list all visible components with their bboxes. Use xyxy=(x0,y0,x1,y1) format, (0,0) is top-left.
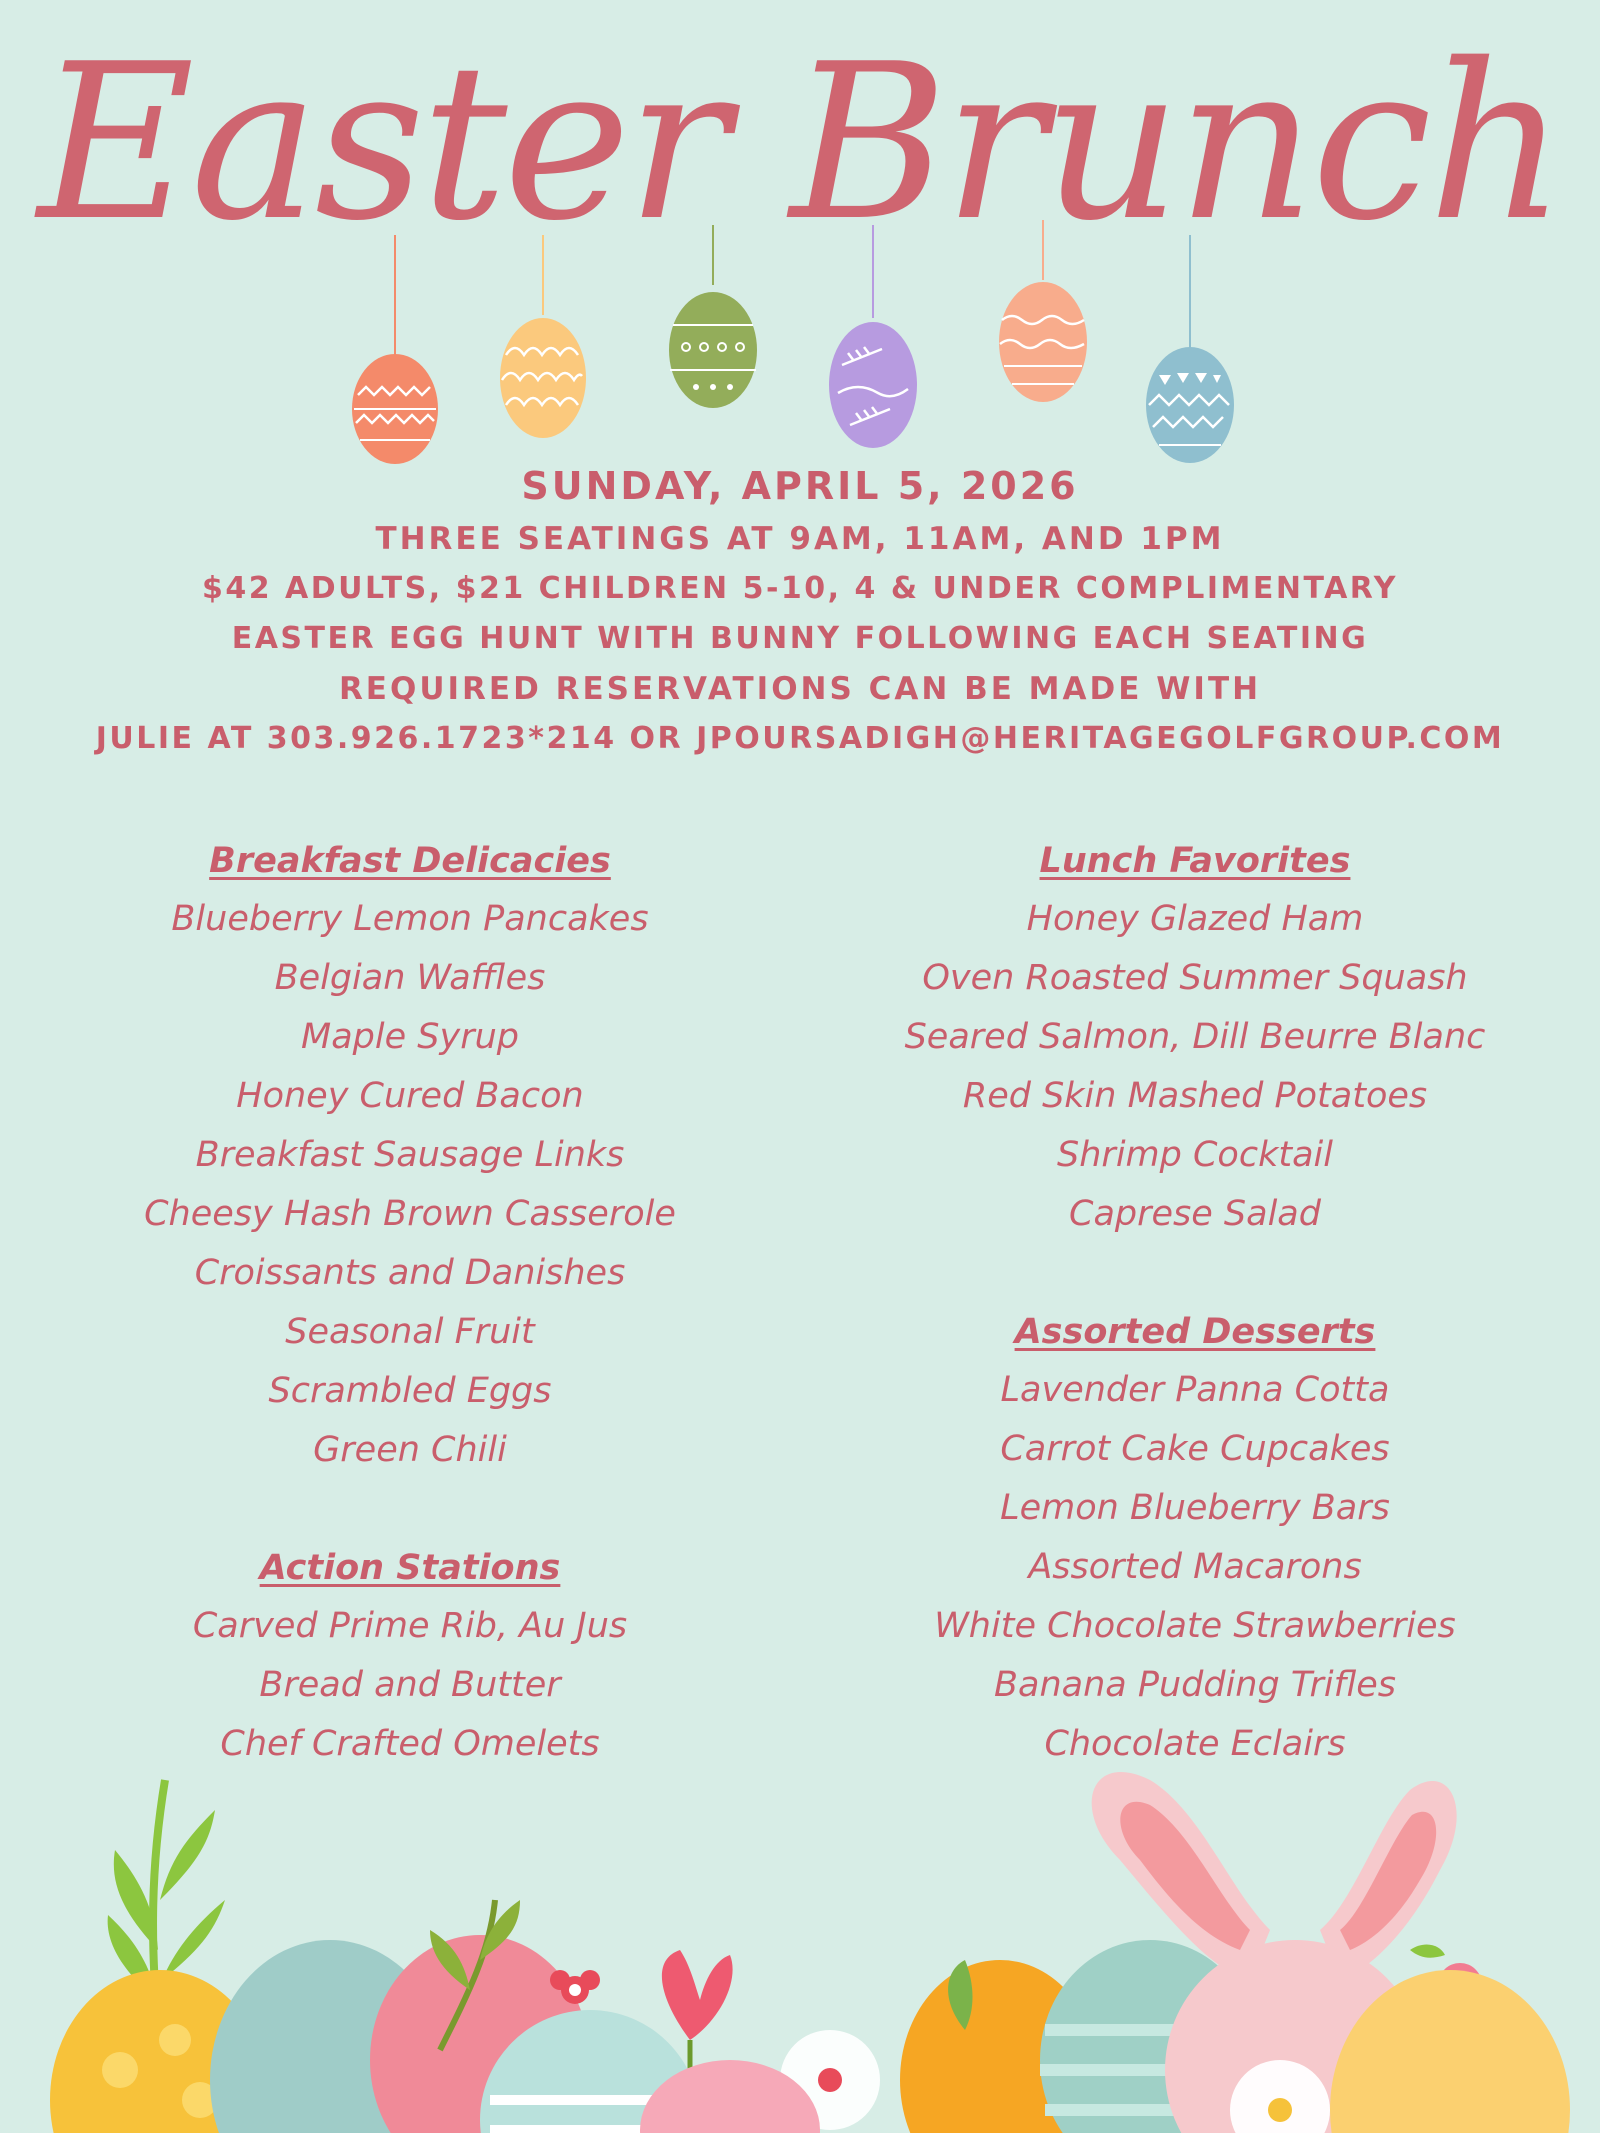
menu-item: Shrimp Cocktail xyxy=(1057,1135,1333,1175)
menu-item: Honey Glazed Ham xyxy=(1026,899,1364,939)
menu-item: Chocolate Eclairs xyxy=(1044,1724,1346,1764)
event-reservations: REQUIRED RESERVATIONS CAN BE MADE WITH xyxy=(338,671,1262,707)
section-heading-action-stations: Action Stations xyxy=(259,1548,561,1588)
event-pricing: $42 ADULTS, $21 CHILDREN 5-10, 4 & UNDER COMPLIMENTARY xyxy=(201,571,1398,606)
green-egg-icon xyxy=(668,225,758,410)
menu-item: Croissants and Danishes xyxy=(194,1253,626,1293)
menu-item: Oven Roasted Summer Squash xyxy=(922,958,1468,998)
menu-item: Cheesy Hash Brown Casserole xyxy=(144,1194,676,1234)
blue-egg-icon xyxy=(1145,235,1235,465)
menu-item: Carrot Cake Cupcakes xyxy=(1000,1429,1390,1469)
page-title: Easter Brunch xyxy=(37,17,1563,268)
menu-item: Lavender Panna Cotta xyxy=(1000,1370,1390,1410)
hanging-eggs xyxy=(0,220,1600,470)
menu-item: White Chocolate Strawberries xyxy=(934,1606,1456,1646)
menu-item: Red Skin Mashed Potatoes xyxy=(962,1076,1428,1116)
section-heading-desserts: Assorted Desserts xyxy=(1014,1312,1376,1352)
menu-item: Green Chili xyxy=(313,1430,507,1470)
event-seatings: THREE SEATINGS AT 9AM, 11AM, AND 1PM xyxy=(375,521,1225,557)
event-egg-hunt: EASTER EGG HUNT WITH BUNNY FOLLOWING EACH SEATING xyxy=(231,621,1369,656)
menu-item: Carved Prime Rib, Au Jus xyxy=(192,1606,628,1646)
event-info xyxy=(0,458,1600,764)
menu-item: Caprese Salad xyxy=(1069,1194,1321,1234)
menu-item: Chef Crafted Omelets xyxy=(220,1724,600,1764)
menu-item: Bread and Butter xyxy=(259,1665,561,1705)
menu-right-column xyxy=(850,832,1540,1774)
menu-item: Maple Syrup xyxy=(301,1017,519,1057)
menu-item: Blueberry Lemon Pancakes xyxy=(171,899,649,939)
section-heading-lunch: Lunch Favorites xyxy=(1039,841,1351,881)
section-heading-breakfast: Breakfast Delicacies xyxy=(209,841,611,881)
menu-item: Banana Pudding Trifles xyxy=(994,1665,1396,1705)
peach-egg-icon xyxy=(998,220,1088,405)
menu-item: Seared Salmon, Dill Beurre Blanc xyxy=(904,1017,1486,1057)
event-contact: JULIE AT 303.926.1723*214 OR JPOURSADIGH@HERITAGEGOLFGROUP.COM xyxy=(95,721,1505,756)
purple-egg-icon xyxy=(828,225,918,450)
menu-item: Honey Cured Bacon xyxy=(236,1076,584,1116)
menu-item: Breakfast Sausage Links xyxy=(195,1135,625,1175)
menu-item: Scrambled Eggs xyxy=(268,1371,552,1411)
menu-item: Belgian Waffles xyxy=(274,958,546,998)
menu-item: Assorted Macarons xyxy=(1028,1547,1362,1587)
event-date: SUNDAY, APRIL 5, 2026 xyxy=(521,464,1079,508)
menu-item: Lemon Blueberry Bars xyxy=(1000,1488,1390,1528)
menu-item: Seasonal Fruit xyxy=(285,1312,535,1352)
menu-left-column xyxy=(60,832,760,1774)
orange-egg-icon xyxy=(350,235,440,465)
easter-eggs-illustration xyxy=(0,1750,1600,2133)
yellow-egg-icon xyxy=(498,235,588,440)
